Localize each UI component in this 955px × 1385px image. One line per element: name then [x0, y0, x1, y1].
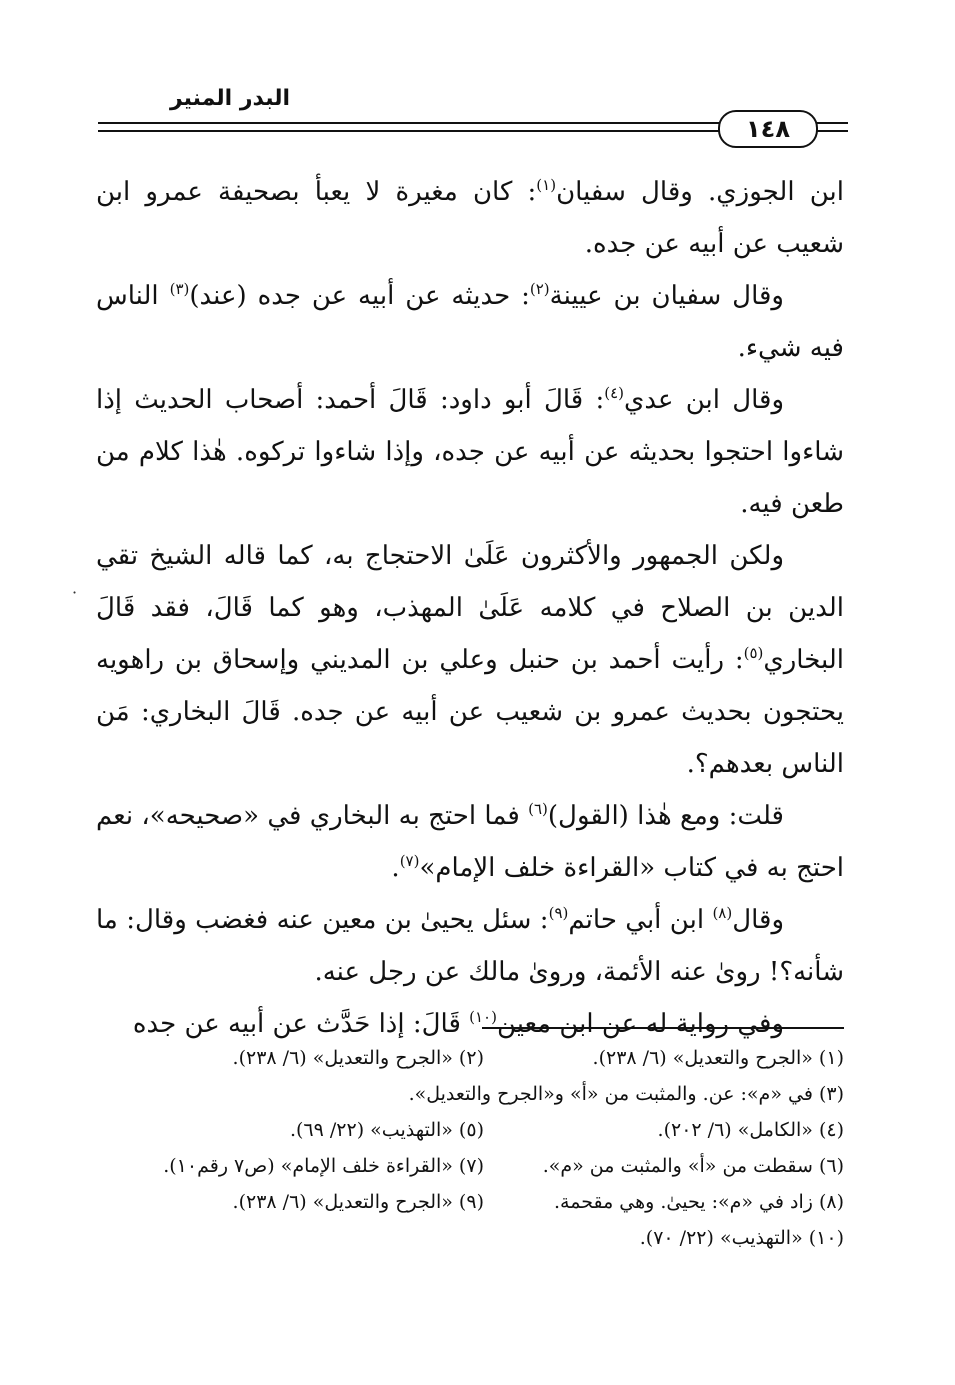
- body-text: قَالَ: إذا حَدَّث عن أبيه عن جده: [132, 1009, 470, 1039]
- footnotes: [96, 1040, 844, 1256]
- footnote-item: (١) «الجرح والتعديل» (٦/ ٢٣٨).: [592, 1047, 844, 1069]
- body-text: وفي رواية له عن ابن معين: [496, 1009, 784, 1039]
- footnote-marker: (١٠): [469, 1008, 497, 1026]
- footnote-marker: (٤): [604, 384, 624, 402]
- footnote-marker: (٨): [712, 904, 733, 922]
- body-paragraph: [96, 374, 844, 530]
- footnote-row: [96, 1112, 844, 1148]
- footnote-item: (٩) «الجرح والتعديل» (٦/ ٢٣٨).: [232, 1191, 484, 1213]
- body-text: : رأيت أحمد بن حنبل وعلي بن المديني وإسحاق بن راهويه يحتجون بحديث عمرو بن شعيب عن أبيه عن جده. قَالَ البخاري: مَن الناس بعدهم؟.: [96, 645, 844, 779]
- page-number: ١٤٨: [746, 115, 790, 143]
- footnote-separator: [482, 1027, 844, 1029]
- scan-speck: ·: [72, 583, 78, 602]
- body-paragraph: [96, 166, 844, 270]
- body-text: قلت: ومع هٰذا (القول): [547, 801, 784, 831]
- body-paragraph: [96, 530, 844, 790]
- body-text: وقال: [732, 905, 785, 935]
- body-paragraph: [96, 894, 844, 998]
- header-rule-tail: [816, 130, 848, 132]
- body-text: وقال ابن عدي: [624, 385, 785, 415]
- footnote-marker: (٢): [529, 280, 550, 298]
- body-text: .: [391, 853, 400, 883]
- body-text: فما احتج به البخاري في «صحيحه»، نعم احتج به في كتاب «القراءة خلف الإمام»: [96, 801, 844, 883]
- body-text: : سئل يحيىٰ بن معين عنه فغضب وقال: ما شأنه؟! روىٰ عنه الأئمة، وروىٰ مالك عن رجل عنه.: [96, 905, 844, 987]
- running-title: البدر المنير: [169, 86, 290, 111]
- header-rule: [98, 122, 804, 124]
- footnote-row: [96, 1076, 844, 1112]
- footnote-row: [96, 1040, 844, 1076]
- body-text: ابن الجوزي. وقال سفيان: [556, 177, 844, 207]
- footnote-marker: (٩): [548, 904, 569, 922]
- footnote-item: (١٠) «التهذيب» (٢٢/ ٧٠).: [639, 1227, 844, 1249]
- page-number-badge: [718, 110, 818, 148]
- header-rule: [98, 130, 804, 132]
- footnote-item: (٦) سقطت من «أ» والمثبت من «م».: [542, 1155, 844, 1177]
- footnote-row: [96, 1184, 844, 1220]
- footnote-marker: (٥): [743, 644, 764, 662]
- footnote-marker: (١): [536, 176, 557, 194]
- footnote-item: (٤) «الكامل» (٦/ ٢٠٢).: [657, 1119, 844, 1141]
- body-paragraph: [96, 790, 844, 894]
- body-text: : كان مغيرة لا يعبأ بصحيفة عمرو ابن شعيب عن أبيه عن جده.: [96, 177, 844, 259]
- footnote-row: [96, 1148, 844, 1184]
- footnote-item: (٥) «التهذيب» (٢٢/ ٦٩).: [289, 1119, 484, 1141]
- footnote-item: (٧) «القراءة خلف الإمام» (ص٧ رقم١٠).: [163, 1155, 484, 1177]
- footnote-item: (٣) في «م»: عن. والمثبت من «أ» و«الجرح والتعديل».: [408, 1083, 844, 1105]
- footnote-marker: (٧): [399, 852, 420, 870]
- body-text: ابن أبي حاتم: [568, 905, 713, 935]
- body-text: وقال سفيان بن عيينة: [549, 281, 784, 311]
- body-paragraph: [96, 270, 844, 374]
- main-text: [96, 166, 844, 1050]
- footnote-marker: (٦): [528, 800, 548, 818]
- footnote-item: (٨) زاد في «م»: يحيىٰ. وهي مقحمة.: [554, 1191, 844, 1213]
- body-text: ولكن الجمهور والأكثرون عَلَىٰ الاحتجاج به، كما قاله الشيخ تقي الدين بن الصلاح في كلامه عَلَىٰ المهذب، وهو كما قَالَ، فقد قَالَ البخاري: [96, 541, 844, 675]
- footnote-row: [96, 1220, 844, 1256]
- body-text: : قَالَ أبو داود: قَالَ أحمد: أصحاب الحديث إذا شاءوا احتجوا بحديثه عن أبيه عن جده، وإذا شاءوا تركوه. هٰذا كلام من طعن فيه.: [96, 385, 844, 519]
- body-text: الناس فيه شيء.: [96, 281, 844, 363]
- footnote-item: (٢) «الجرح والتعديل» (٦/ ٢٣٨).: [232, 1047, 484, 1069]
- footnote-marker: (٣): [169, 280, 190, 298]
- header-rule-tail: [816, 122, 848, 124]
- body-text: : حديثه عن أبيه عن جده (عند): [189, 281, 530, 311]
